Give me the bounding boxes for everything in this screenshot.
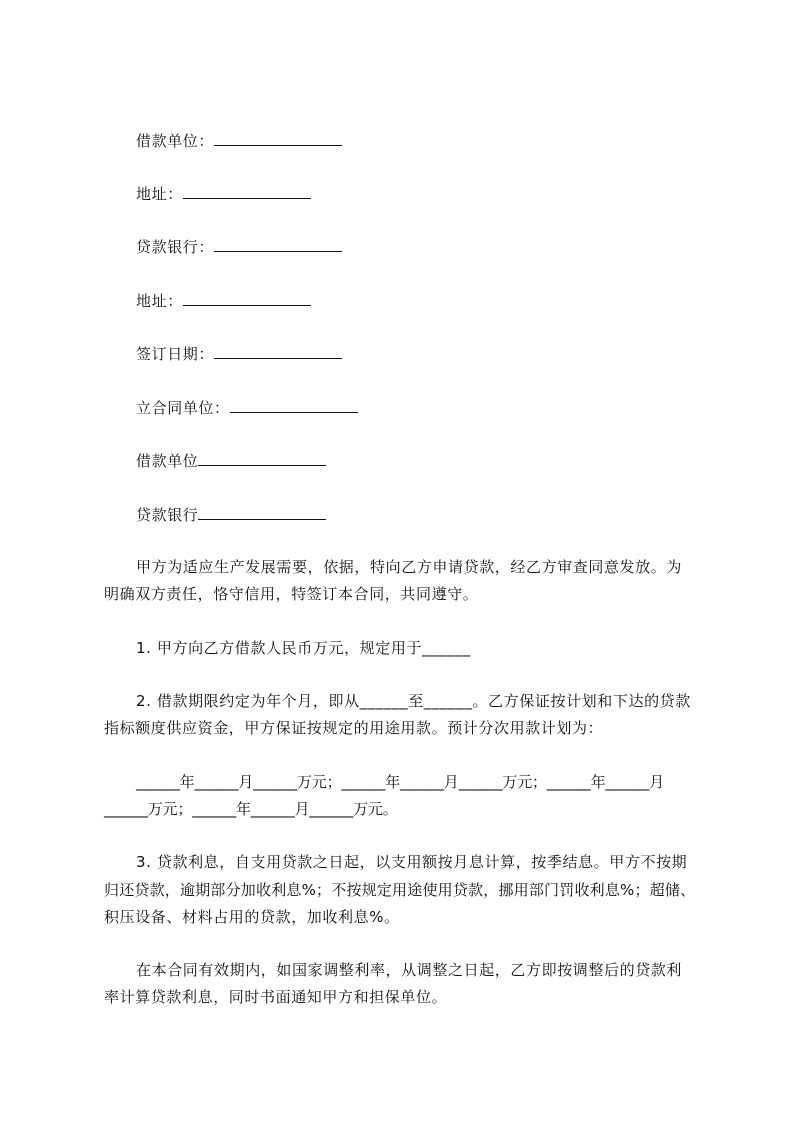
field-borrower-sign: [136, 451, 326, 471]
blank-line[interactable]: [214, 237, 342, 252]
text-line: 率计算贷款利息，同时书面通知甲方和担保单位。: [104, 988, 448, 1006]
field-bank-address: [136, 291, 311, 311]
field-contract-parties: [136, 398, 358, 418]
field-sign-date: [136, 344, 342, 364]
blank-line[interactable]: [214, 131, 342, 146]
field-label: 贷款银行：: [136, 238, 215, 256]
field-label: 贷款银行: [136, 506, 199, 524]
text-line: 甲方为适应生产发展需要，依据，特向乙方申请贷款，经乙方审查同意发放。为: [136, 558, 683, 576]
field-borrower-address: [136, 184, 311, 204]
field-label: 借款单位: [136, 452, 199, 470]
field-lender-bank: [136, 237, 342, 257]
text-line: 3. 贷款利息，自支用贷款之日起，以支用额按月息计算，按季结息。甲方不按期: [136, 853, 688, 871]
text-line: 2. 借款期限约定为年个月，即从______至______。乙方保证按计划和下达的贷款: [136, 692, 691, 710]
blank-line[interactable]: [230, 398, 358, 413]
field-label: 地址：: [136, 292, 183, 310]
text-line: 明确双方责任，恪守信用，特签订本合同，共同遵守。: [104, 585, 479, 603]
field-label: 签订日期：: [136, 345, 215, 363]
field-label: 借款单位：: [136, 132, 215, 150]
field-lender-sign: [136, 505, 326, 525]
text-line: 积压设备、材料占用的贷款，加收利息%。: [104, 908, 400, 926]
text-line: ______万元；______年______月______万元。: [104, 800, 398, 818]
blank-line[interactable]: [198, 505, 326, 520]
text-line: 指标额度供应资金，甲方保证按规定的用途用款。预计分次用款计划为：: [104, 719, 604, 737]
text-line: ______年______月______万元；______年______月______万元；______年______月: [136, 773, 665, 791]
field-label: 立合同单位：: [136, 399, 230, 417]
field-label: 地址：: [136, 185, 183, 203]
blank-line[interactable]: [214, 344, 342, 359]
blank-line[interactable]: [183, 291, 311, 306]
text-line: 1. 甲方向乙方借款人民币万元，规定用于______: [136, 639, 471, 657]
field-borrower: [136, 131, 342, 151]
text-line: 归还贷款，逾期部分加收利息%；不按规定用途使用贷款，挪用部门罚收利息%；超储、: [104, 881, 696, 899]
blank-line[interactable]: [198, 451, 326, 466]
text-line: 在本合同有效期内，如国家调整利率，从调整之日起，乙方即按调整后的贷款利: [136, 961, 683, 979]
blank-line[interactable]: [183, 184, 311, 199]
